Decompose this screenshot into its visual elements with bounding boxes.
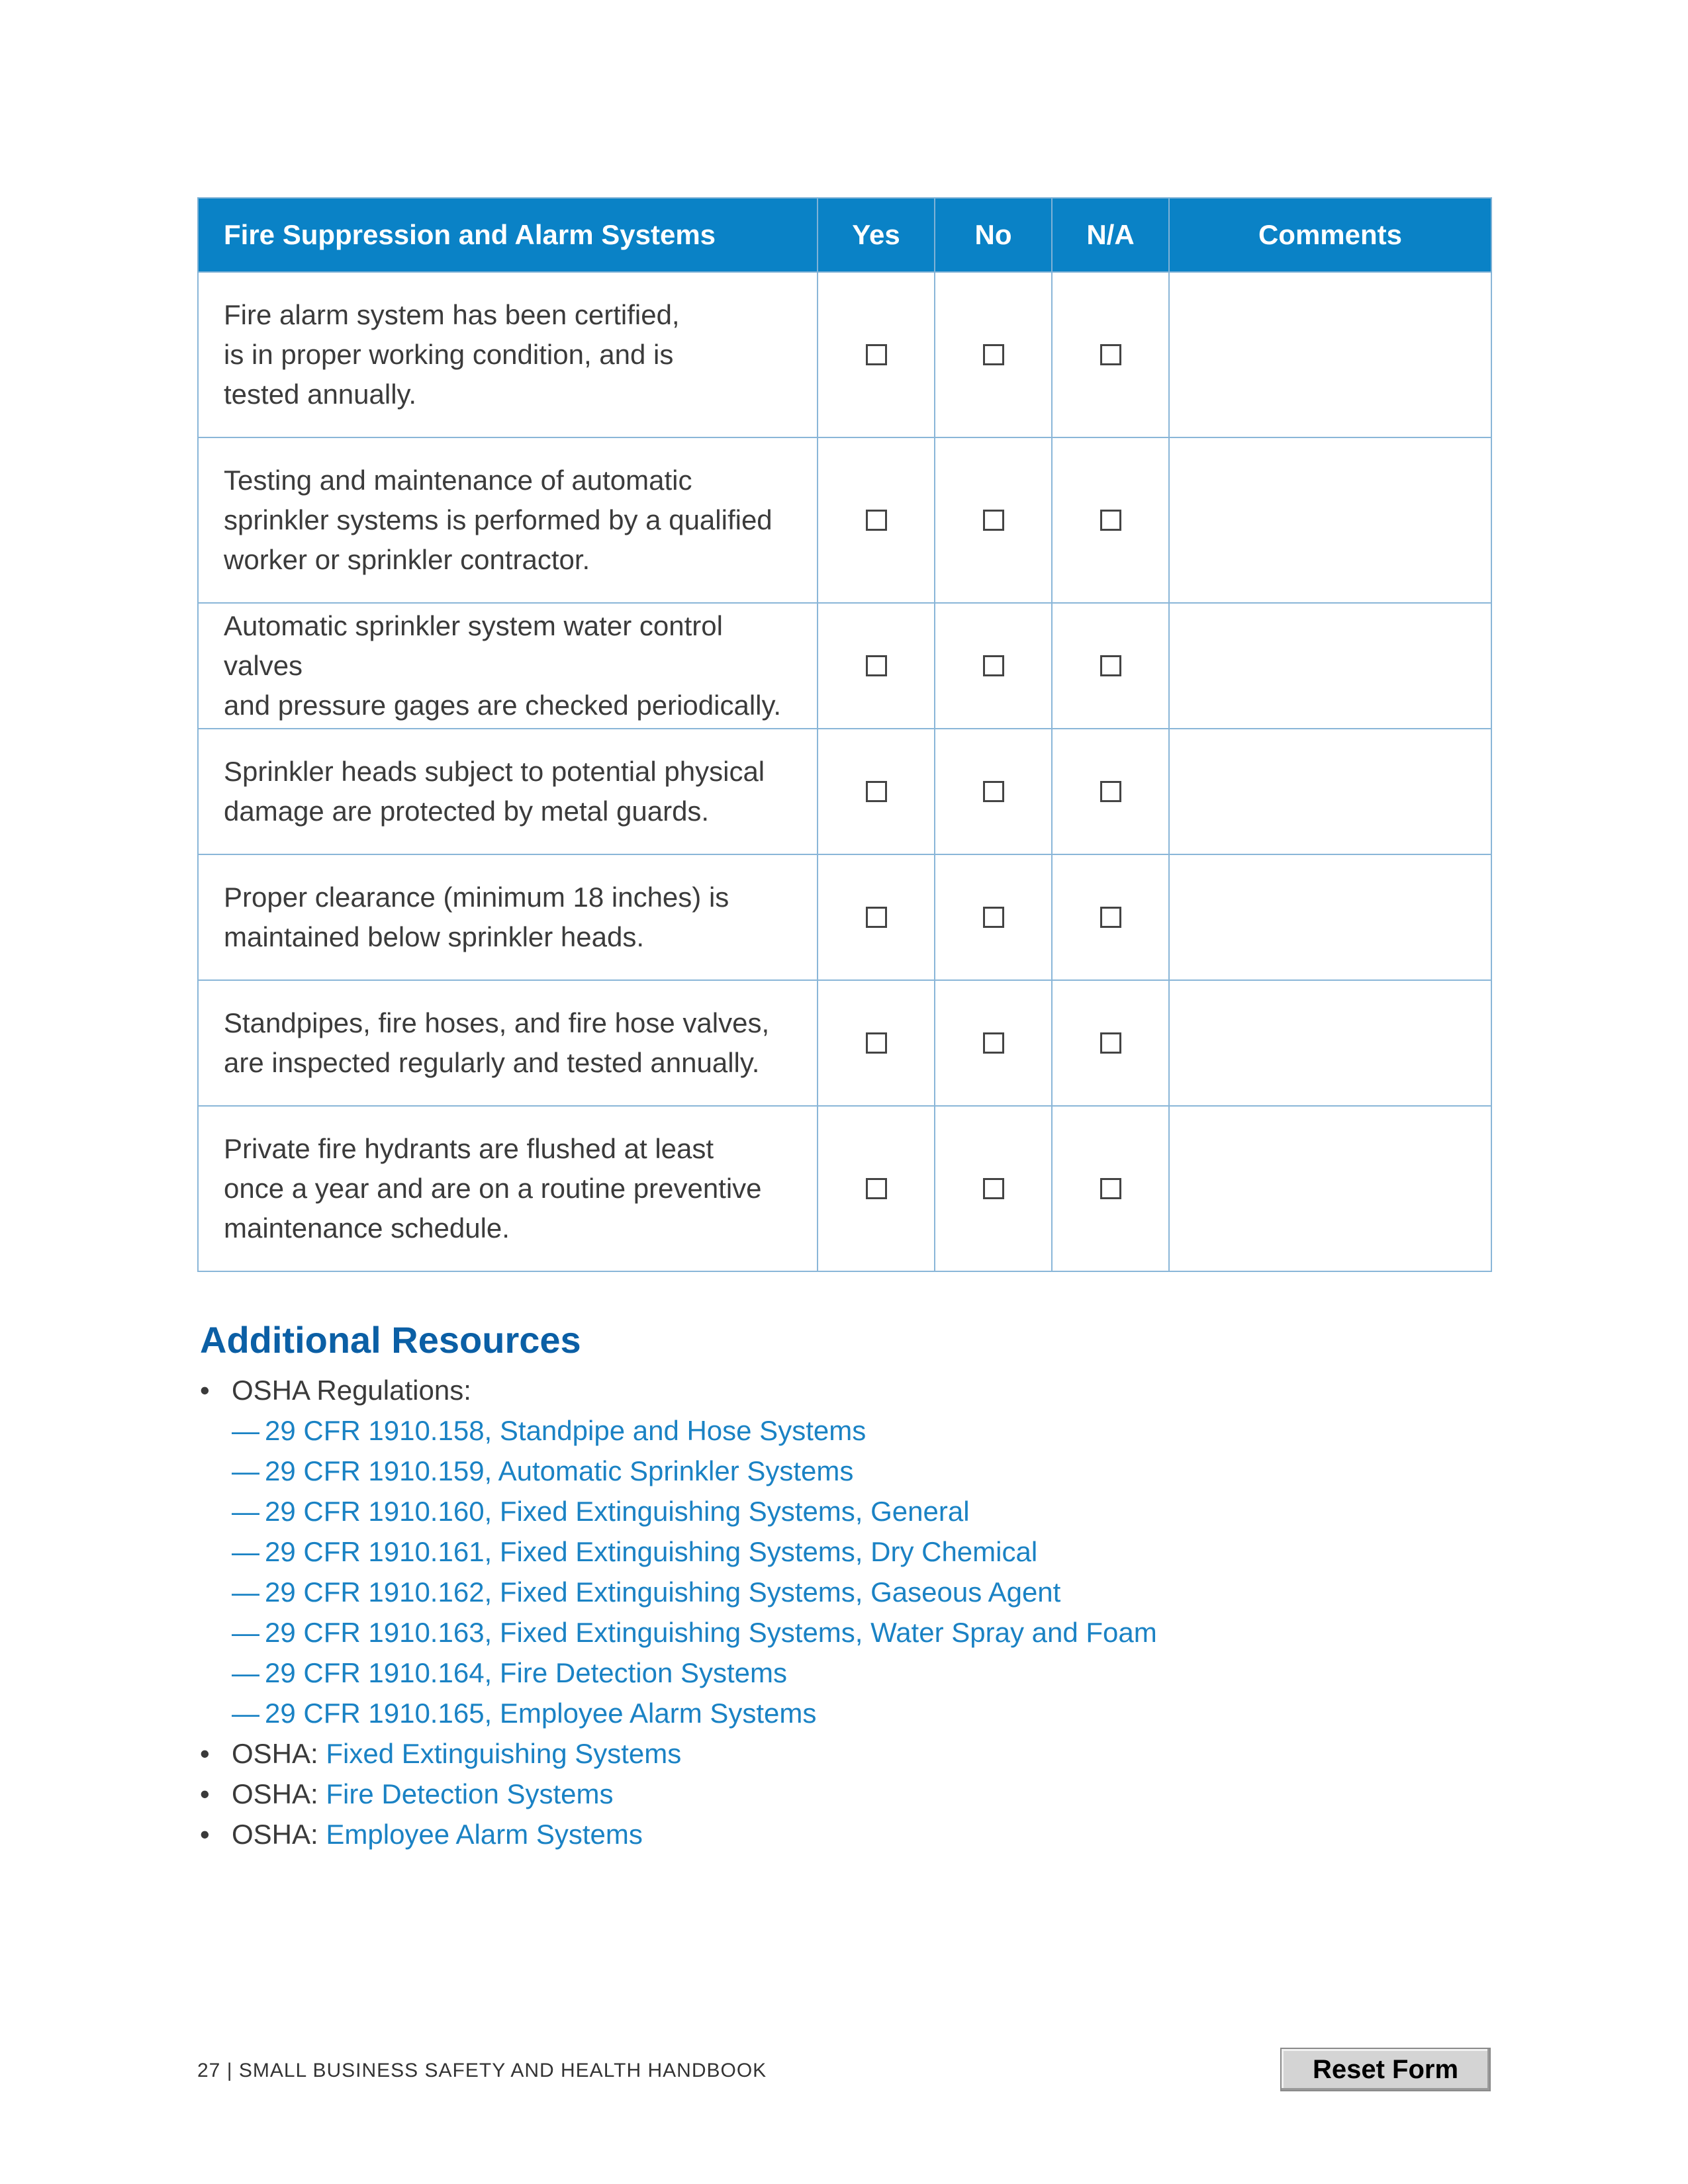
header-na: N/A <box>1052 198 1169 272</box>
cell-no <box>935 980 1052 1106</box>
cell-na <box>1052 854 1169 980</box>
bullet-icon: • <box>200 1778 210 1809</box>
cell-no <box>935 854 1052 980</box>
list-item <box>232 1653 1458 1693</box>
osha-prefix: OSHA: <box>232 1819 318 1850</box>
reset-form-button[interactable]: Reset Form <box>1280 2048 1491 2091</box>
no-checkbox[interactable] <box>983 1178 1004 1199</box>
comments-field[interactable] <box>1169 1106 1491 1271</box>
bullet-icon: • <box>200 1738 210 1769</box>
comments-field[interactable] <box>1169 272 1491 437</box>
cell-no <box>935 729 1052 854</box>
checklist-item <box>198 603 818 729</box>
checklist-item-line: is in proper working condition, and is <box>224 339 674 370</box>
checklist-item-line: Standpipes, fire hoses, and fire hose valves, <box>224 1007 770 1038</box>
link-fire-detection-systems[interactable]: Fire Detection Systems <box>326 1778 614 1809</box>
cell-yes <box>818 854 935 980</box>
bullet-icon: • <box>200 1819 210 1850</box>
fire-suppression-checklist <box>197 197 1492 1272</box>
na-checkbox[interactable] <box>1100 510 1121 531</box>
na-checkbox[interactable] <box>1100 781 1121 802</box>
resources-heading: Additional Resources <box>200 1319 581 1361</box>
cell-na <box>1052 603 1169 729</box>
table-row <box>198 272 1491 437</box>
checklist-item-line: Automatic sprinkler system water control valves <box>224 610 723 681</box>
list-item <box>200 1733 1458 1774</box>
list-item <box>232 1572 1458 1612</box>
yes-checkbox[interactable] <box>866 781 887 802</box>
checklist-header-row <box>198 198 1491 272</box>
osha-prefix: OSHA: <box>232 1778 318 1809</box>
regulation-link[interactable]: 29 CFR 1910.165, Employee Alarm Systems <box>265 1698 817 1729</box>
checklist-item-line: Proper clearance (minimum 18 inches) is <box>224 882 729 913</box>
list-item <box>200 1370 1458 1733</box>
dash-icon: — <box>232 1617 259 1648</box>
cell-yes <box>818 437 935 603</box>
resources-list <box>200 1370 1458 1854</box>
cell-na <box>1052 437 1169 603</box>
na-checkbox[interactable] <box>1100 907 1121 928</box>
link-employee-alarm-systems[interactable]: Employee Alarm Systems <box>326 1819 643 1850</box>
table-row <box>198 980 1491 1106</box>
checklist-item <box>198 980 818 1106</box>
list-item <box>232 1531 1458 1572</box>
regulation-link[interactable]: 29 CFR 1910.162, Fixed Extinguishing Systems, Gaseous Agent <box>265 1576 1061 1608</box>
dash-icon: — <box>232 1455 259 1486</box>
cell-na <box>1052 980 1169 1106</box>
checklist-item-line: damage are protected by metal guards. <box>224 796 710 827</box>
checklist-item <box>198 272 818 437</box>
cell-yes <box>818 603 935 729</box>
checklist-item-line: once a year and are on a routine preventive <box>224 1173 762 1204</box>
dash-icon: — <box>232 1536 259 1567</box>
checklist-item <box>198 1106 818 1271</box>
list-item <box>232 1693 1458 1733</box>
checklist-body <box>198 272 1491 1271</box>
table-row <box>198 437 1491 603</box>
regulation-link[interactable]: 29 CFR 1910.161, Fixed Extinguishing Systems, Dry Chemical <box>265 1536 1038 1567</box>
yes-checkbox[interactable] <box>866 510 887 531</box>
checklist-item-line: worker or sprinkler contractor. <box>224 544 590 575</box>
checklist-item-line: Private fire hydrants are flushed at least <box>224 1133 714 1164</box>
checklist-item-line: are inspected regularly and tested annually. <box>224 1047 760 1078</box>
checklist-item-line: tested annually. <box>224 379 417 410</box>
header-no: No <box>935 198 1052 272</box>
list-item <box>200 1814 1458 1854</box>
list-item <box>200 1774 1458 1814</box>
cell-yes <box>818 729 935 854</box>
cell-na <box>1052 729 1169 854</box>
comments-field[interactable] <box>1169 603 1491 729</box>
na-checkbox[interactable] <box>1100 655 1121 676</box>
checklist-item-line: and pressure gages are checked periodically. <box>224 690 782 721</box>
checklist-item-line: maintenance schedule. <box>224 1212 510 1244</box>
cell-no <box>935 272 1052 437</box>
dash-icon: — <box>232 1657 259 1688</box>
comments-field[interactable] <box>1169 980 1491 1106</box>
checklist-item-line: Testing and maintenance of automatic <box>224 465 692 496</box>
checklist-item-line: Sprinkler heads subject to potential physical <box>224 756 765 787</box>
header-yes: Yes <box>818 198 935 272</box>
table-row <box>198 603 1491 729</box>
dash-icon: — <box>232 1576 259 1608</box>
cell-na <box>1052 1106 1169 1271</box>
cell-no <box>935 603 1052 729</box>
no-checkbox[interactable] <box>983 510 1004 531</box>
cell-yes <box>818 980 935 1106</box>
list-item <box>232 1410 1458 1451</box>
yes-checkbox[interactable] <box>866 1032 887 1054</box>
dash-icon: — <box>232 1415 259 1446</box>
regulation-link[interactable]: 29 CFR 1910.163, Fixed Extinguishing Systems, Water Spray and Foam <box>265 1617 1157 1648</box>
bullet-icon: • <box>200 1375 210 1406</box>
yes-checkbox[interactable] <box>866 344 887 365</box>
checklist-item-line: maintained below sprinkler heads. <box>224 921 645 952</box>
table-row <box>198 1106 1491 1271</box>
dash-icon: — <box>232 1496 259 1527</box>
yes-checkbox[interactable] <box>866 907 887 928</box>
page-footer <box>197 2060 767 2082</box>
no-checkbox[interactable] <box>983 1032 1004 1054</box>
checklist-item-line: sprinkler systems is performed by a qualified <box>224 504 773 535</box>
dash-icon: — <box>232 1698 259 1729</box>
cell-no <box>935 1106 1052 1271</box>
checklist-item-line: Fire alarm system has been certified, <box>224 299 680 330</box>
regulation-link[interactable]: 29 CFR 1910.159, Automatic Sprinkler Systems <box>265 1455 854 1486</box>
list-item <box>232 1612 1458 1653</box>
cell-yes <box>818 1106 935 1271</box>
additional-resources <box>200 1317 1458 1854</box>
na-checkbox[interactable] <box>1100 1032 1121 1054</box>
regulation-link[interactable]: 29 CFR 1910.160, Fixed Extinguishing Systems, General <box>265 1496 970 1527</box>
comments-field[interactable] <box>1169 854 1491 980</box>
page-number: 27 <box>197 2060 221 2081</box>
regulation-link[interactable]: 29 CFR 1910.158, Standpipe and Hose Systems <box>265 1415 867 1446</box>
comments-field[interactable] <box>1169 437 1491 603</box>
regulations-list <box>200 1410 1458 1733</box>
header-item: Fire Suppression and Alarm Systems <box>198 198 818 272</box>
osha-prefix: OSHA: <box>232 1738 318 1769</box>
na-checkbox[interactable] <box>1100 344 1121 365</box>
no-checkbox[interactable] <box>983 781 1004 802</box>
cell-yes <box>818 272 935 437</box>
handbook-title: SMALL BUSINESS SAFETY AND HEALTH HANDBOOK <box>238 2060 767 2081</box>
checklist-item <box>198 729 818 854</box>
cell-na <box>1052 272 1169 437</box>
table-row <box>198 854 1491 980</box>
regulation-link[interactable]: 29 CFR 1910.164, Fire Detection Systems <box>265 1657 788 1688</box>
header-comments: Comments <box>1169 198 1491 272</box>
comments-field[interactable] <box>1169 729 1491 854</box>
regulations-label: OSHA Regulations: <box>232 1375 471 1406</box>
footer-separator: | <box>226 2060 233 2081</box>
checklist-item <box>198 437 818 603</box>
list-item <box>232 1451 1458 1491</box>
table-row <box>198 729 1491 854</box>
cell-no <box>935 437 1052 603</box>
no-checkbox[interactable] <box>983 907 1004 928</box>
no-checkbox[interactable] <box>983 344 1004 365</box>
checklist-item <box>198 854 818 980</box>
list-item <box>232 1491 1458 1531</box>
no-checkbox[interactable] <box>983 655 1004 676</box>
link-fixed-extinguishing-systems[interactable]: Fixed Extinguishing Systems <box>326 1738 682 1769</box>
yes-checkbox[interactable] <box>866 655 887 676</box>
na-checkbox[interactable] <box>1100 1178 1121 1199</box>
yes-checkbox[interactable] <box>866 1178 887 1199</box>
